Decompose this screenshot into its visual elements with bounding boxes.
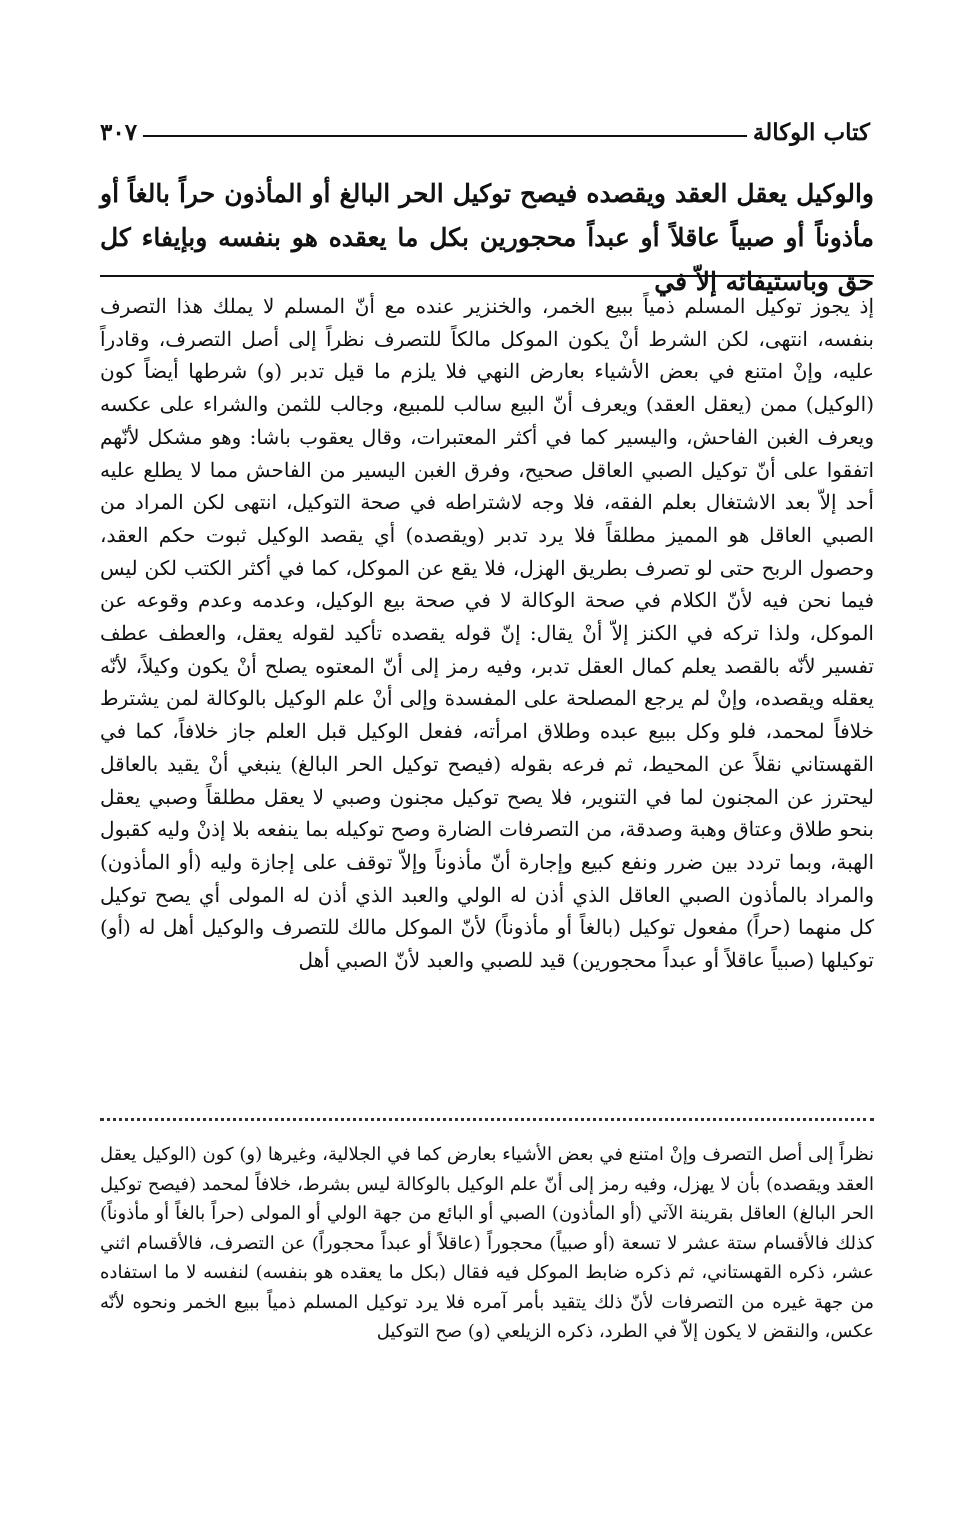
main-text bbox=[100, 172, 874, 304]
main-commentary-separator bbox=[100, 275, 874, 277]
main-paragraph: والوكيل يعقل العقد ويقصده فيصح توكيل الحر البالغ أو المأذون حراً بالغاً أو مأذوناً أو صبياً عاقلاً أو عبداً محجورين بكل ما يعقده هو بنفسه وبإيفاء كل حق وباستيفائه إلاّ في bbox=[100, 179, 874, 296]
footnote-separator bbox=[100, 1118, 874, 1121]
commentary bbox=[100, 290, 874, 977]
footnote-paragraph: نظراً إلى أصل التصرف وإنْ امتنع في بعض الأشياء بعارض كما في الجلالية، وغيرها (و) كون (الوكيل يعقل العقد ويقصده) بأن لا يهزل، وفيه رمز إلى أنّ علم الوكيل بالوكالة ليس بشرط، خلافاً لمحمد (فيصح توكيل الحر البالغ) العاقل بقرينة الآتي (أو المأذون) الصبي أو البائع من جهة الولي أو المولى (حراً بالغاً أو مأذوناً) كذلك فالأقسام ستة عشر لا تسعة (أو صبياً) محجوراً (عاقلاً أو عبداً محجوراً) عن التصرف، فالأقسام اثني عشر، ذكره القهستاني، ثم ذكره ضابط الموكل فيه فقال (بكل ما يعقده هو بنفسه) لنفسه لا ما استفاده من جهة غيره من التصرفات لأنّ ذلك يتقيد بأمر آمره فلا يرد توكيل المسلم ذمياً ببيع الخمر ونحوه لأنّه عكس، والنقض لا يكون إلاّ في الطرد، ذكره الزيلعي (و) صح التوكيل bbox=[100, 1144, 874, 1342]
footnote bbox=[100, 1140, 874, 1347]
running-header bbox=[100, 112, 870, 152]
chapter-title: كتاب الوكالة bbox=[752, 118, 870, 146]
commentary-paragraph: إذ يجوز توكيل المسلم ذمياً ببيع الخمر، والخنزير عنده مع أنّ المسلم لا يملك هذا التصرف بنفسه، انتهى، لكن الشرط أنْ يكون الموكل مالكاً للتصرف نظراً إلى أصل التصرف، وقادراً عليه، وإنْ امتنع في بعض الأشياء بعارض النهي فلا يلزم ما قيل تدبر (و) شرطها أيضاً كون (الوكيل) ممن (يعقل العقد) ويعرف أنّ البيع سالب للمبيع، وجالب للثمن والشراء على عكسه ويعرف الغبن الفاحش، واليسير كما في أكثر المعتبرات، وقال يعقوب باشا: وهو مشكل لأنّهم اتفقوا على أنّ توكيل الصبي العاقل صحيح، وفرق الغبن اليسير من الفاحش مما لا يطلع عليه أحد إلاّ بعد الاشتغال بعلم الفقه، فلا وجه لاشتراطه في صحة التوكيل، انتهى لكن المراد من الصبي العاقل هو المميز مطلقاً فلا يرد تدبر (ويقصده) أي يقصد الوكيل ثبوت حكم العقد، وحصول الربح حتى لو تصرف بطريق الهزل، فلا يقع عن الموكل، كما في أكثر الكتب لكن ليس فيما نحن فيه لأنّ الكلام في صحة الوكالة لا في صحة بيع الوكيل، وعدمه وعدم وقوعه عن الموكل، ولذا تركه في الكنز إلاّ أنْ يقال: إنّ قوله يقصده تأكيد لقوله يعقل، والعطف عطف تفسير لأنّه بالقصد يعلم كمال العقل تدبر، وفيه رمز إلى أنّ المعتوه يصلح أنْ يكون وكيلاً، لأنّه يعقله ويقصده، وإنْ لم يرجع المصلحة على المفسدة وإلى أنْ علم الوكيل بالوكالة لمن يشترط خلافاً لمحمد، فلو وكل ببيع عبده وطلاق امرأته، ففعل الوكيل قبل العلم جاز خلافاً، كما في القهستاني نقلاً عن المحيط، ثم فرعه بقوله (فيصح توكيل الحر البالغ) ينبغي أنْ يقيد بالعاقل ليحترز عن المجنون لما في التنوير، فلا يصح توكيل مجنون وصبي لا يعقل مطلقاً وصبي يعقل بنحو طلاق وعتاق وهبة وصدقة، من التصرفات الضارة وصح توكيله بما ينفعه بلا إذنْ وليه كقبول الهبة، وبما تردد بين ضرر ونفع كبيع وإجارة أنّ مأذوناً وإلاّ توقف على إجازة وليه (أو المأذون) والمراد بالمأذون الصبي العاقل الذي أذن له الولي والعبد الذي أذن له المولى أي يصح توكيل كل منهما (حراً) مفعول توكيل (بالغاً أو مأذوناً) لأنّ الموكل مالك للتصرف والوكيل أهل له (أو) توكيلها (صبياً عاقلاً أو عبداً محجورين) قيد للصبي والعبد لأنّ الصبي أهل bbox=[100, 294, 874, 973]
page-number: ٣٠٧ bbox=[100, 118, 138, 146]
header-rule bbox=[143, 135, 747, 137]
